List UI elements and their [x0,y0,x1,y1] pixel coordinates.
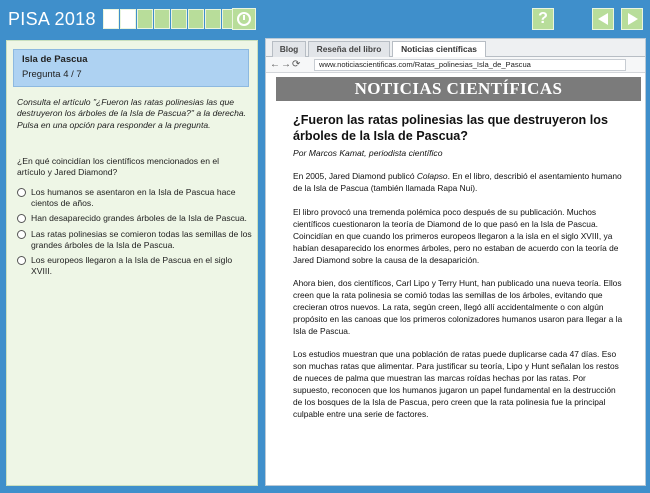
help-button[interactable] [532,8,554,30]
article [293,113,623,431]
option-label[interactable]: Los europeos llegaron a la Isla de Pascua en el siglo XVIII. [31,254,233,277]
address-bar [266,57,645,73]
tab-blog[interactable]: Blog [272,41,306,57]
app-title: PISA 2018 [8,9,96,29]
unit-title: Isla de Pascua [22,54,88,65]
radio-button[interactable] [17,256,26,265]
help-icon: ? [538,10,548,27]
instruction-text: Consulta el artículo "¿Fueron las ratas polinesias las que destruyeron los árboles de la Isla de Pascua?" a la derecha. Pulsa en una opción para responder a la pregunta. [17,97,247,130]
clock-icon [237,12,251,26]
progress-segment [120,9,136,29]
answer-option[interactable] [17,187,253,209]
option-label[interactable]: Los humanos se asentaron en la Isla de Pascua hace cientos de años. [31,187,236,209]
timer-button[interactable] [232,8,256,30]
radio-button[interactable] [17,214,26,223]
question-header [13,49,249,87]
article-title: ¿Fueron las ratas polinesias las que destruyeron los árboles de la Isla de Pascua? [293,113,608,143]
browser-panel [265,38,646,486]
progress-segment [103,9,119,29]
browser-nav-icons[interactable]: ←→⟳ [270,59,302,70]
url-field[interactable]: www.noticiascientificas.com/Ratas_polinesias_Isla_de_Pascua [314,59,626,71]
book-title: Colapso [416,171,448,182]
article-paragraph: Ahora bien, dos científicos, Carl Lipo y Terry Hunt, han publicado una nueva teoría. Ellos creen que la rata polinesia se comió todas las semillas de los árboles, evitando que crecieran otros nuevos. La rata, según creen, llegó allí accidentalmente o con algún propósito en las canoas que los primeros colonizadores humanos usaron para llegar a la Isla de Pascua. [293,277,623,336]
paragraph-text: . En el libro, describió el asentamiento humano de la Isla de Pascua (también llamada Rapa Nui). [293,171,622,194]
option-label[interactable]: Han desaparecido grandes árboles de la Isla de Pascua. [31,213,247,224]
tab-book-review[interactable]: Reseña del libro [308,41,390,57]
paragraph-text: En 2005, Jared Diamond publicó [293,171,417,182]
site-banner: NOTICIAS CIENTÍFICAS [276,77,641,101]
next-button[interactable] [621,8,643,30]
answer-option[interactable] [17,229,253,251]
progress-segment [154,9,170,29]
browser-tabs [266,39,645,57]
radio-button[interactable] [17,230,26,239]
article-paragraph: El libro provocó una tremenda polémica poco después de su publicación. Muchos científicos cuestionaron la teoría de Diamond de lo que pasó en la Isla de Pascua. Coincidían en que cuando los primeros europeos llegaron a la isla en el siglo XVIII, ya habían desaparecido los enormes árboles, pero no estaban de acuerdo con la teoría de Jared Diamond sobre la causa de la desaparición. [293,206,619,265]
question-text: ¿En qué coincidían los científicos mencionados en el artículo y Jared Diamond? [17,156,220,178]
answer-options [17,187,253,281]
question-panel [6,40,258,486]
tab-science-news[interactable]: Noticias científicas [392,41,486,58]
answer-option[interactable] [17,213,253,224]
article-paragraph: Los estudios muestran que una población de ratas puede duplicarse cada 47 días. Eso son muchas ratas que alimentar. Para justificar su teoría, Lipo y Hunt señalan los restos de nueces de palma que muestran las marcas roídas hechas por las ratas. Por supuesto, reconocen que los humanos jugaron un papel fundamental en la destrucción de los bosques de la Isla de Pascua, pero creen que la rata polinesia fue la principal culpable entre una serie de factores. [293,348,619,419]
answer-option[interactable] [17,255,253,277]
progress-segment [137,9,153,29]
prev-button[interactable] [592,8,614,30]
article-paragraph [293,170,623,194]
question-number: Pregunta 4 / 7 [22,69,82,80]
option-label[interactable]: Las ratas polinesias se comieron todas las semillas de los grandes árboles de la Isla de Pascua. [31,228,252,250]
progress-bar [103,9,238,29]
article-byline: Por Marcos Kamat, periodista científico [293,148,443,159]
progress-segment [171,9,187,29]
radio-button[interactable] [17,188,26,197]
progress-segment [205,9,221,29]
top-bar [0,0,650,38]
progress-segment [188,9,204,29]
